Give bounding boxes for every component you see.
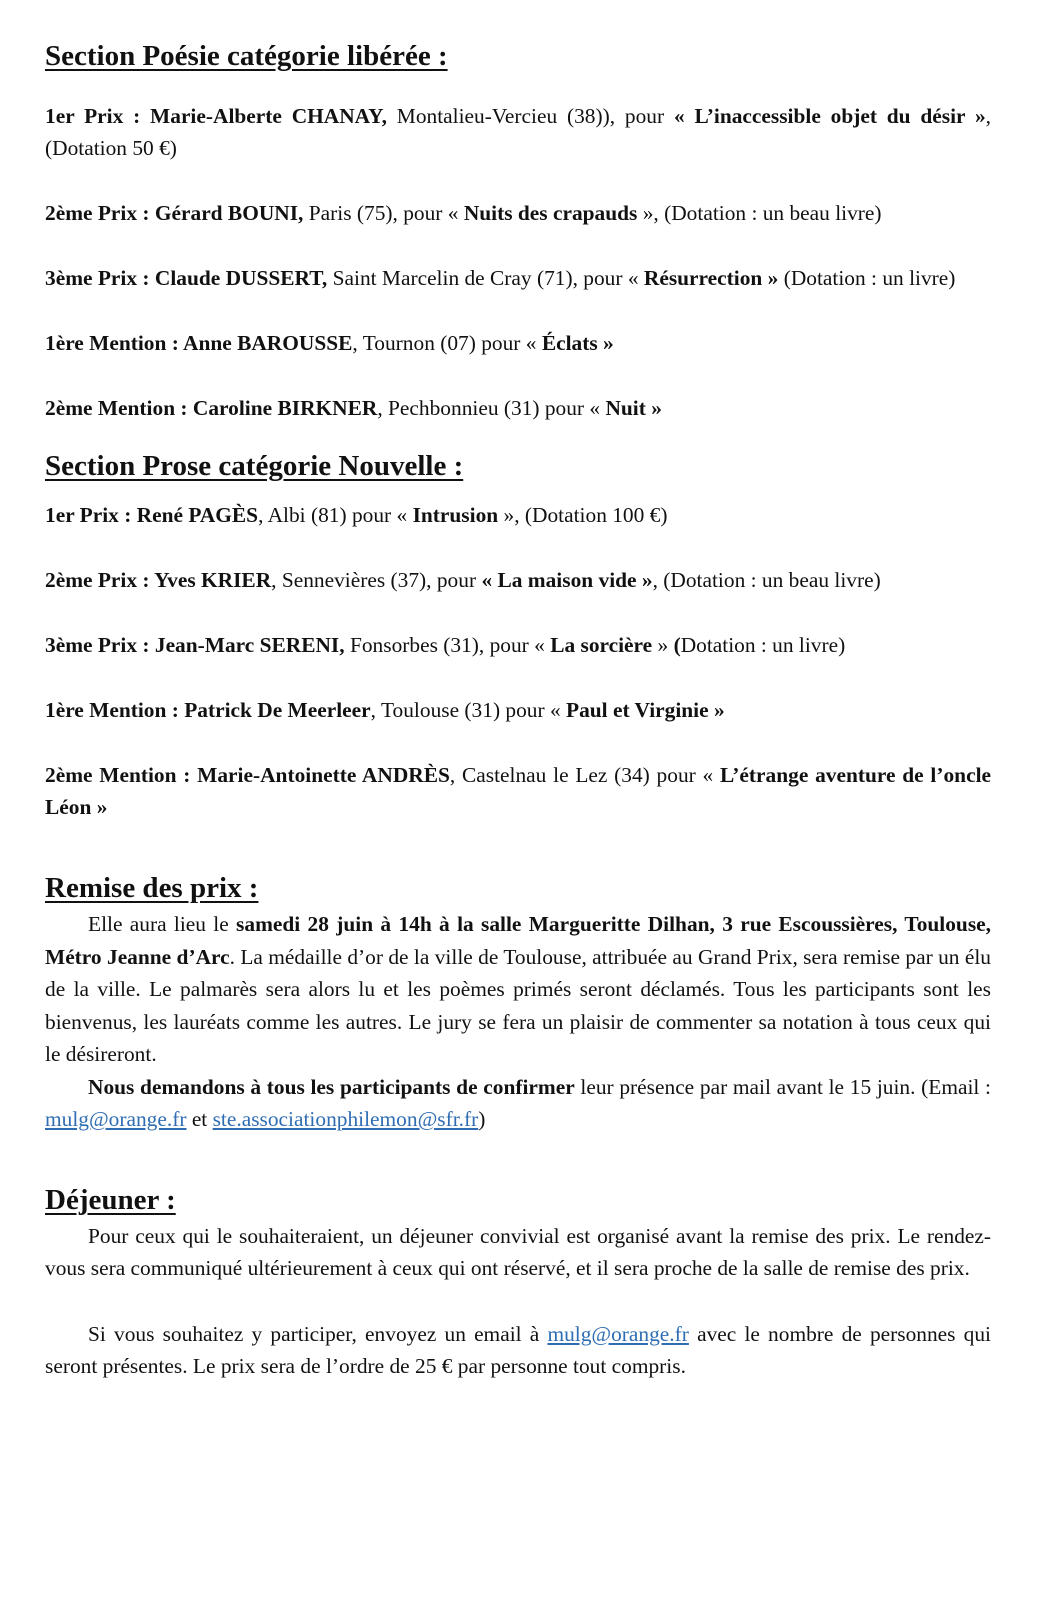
entry-title: « L’inaccessible objet du désir »: [673, 104, 986, 128]
entry-title: Éclats »: [541, 331, 614, 355]
entry-title: « La maison vide »: [481, 568, 653, 592]
prose-mention-2: [45, 759, 991, 823]
poesie-mention-2: [45, 392, 991, 424]
entry-rest: Dotation : un livre): [680, 633, 846, 657]
text: avec le nombre de personnes qui seront présentes. Le prix sera de l’ordre de 25 € par personne tout compris.: [45, 1321, 991, 1378]
entry-place: , Albi (81) pour «: [258, 503, 413, 527]
entry-place: , Sennevières (37), pour: [271, 568, 482, 592]
entry-rank: 1ère Mention : Patrick De Meerleer: [45, 698, 371, 722]
entry-title: Résurrection »: [643, 266, 779, 290]
entry-rest: », (Dotation : un beau livre): [637, 201, 882, 225]
dejeuner-paragraph-2: [45, 1318, 991, 1383]
entry-place: , Tournon (07) pour «: [352, 331, 542, 355]
entry-title: Intrusion: [412, 503, 499, 527]
entry-place: Saint Marcelin de Cray (71), pour «: [327, 266, 644, 290]
entry-paren: (: [673, 633, 681, 657]
section-prose-heading: Section Prose catégorie Nouvelle :: [45, 450, 464, 482]
entry-rank: 2ème Mention : Caroline BIRKNER: [45, 396, 378, 420]
text: Si vous souhaitez y participer, envoyez un email à: [88, 1321, 548, 1346]
event-details: samedi 28 juin à 14h à la salle Margueritte Dilhan, 3 rue Escoussières, Toulouse, Métro Jeanne d’Arc: [45, 912, 991, 969]
entry-rest: , (Dotation 50 €): [45, 104, 992, 160]
entry-place: Montalieu-Vercieu (38)), pour: [387, 104, 674, 128]
prose-mention-1: [45, 694, 991, 726]
entry-rest: , (Dotation : un beau livre): [652, 568, 881, 592]
document-page: [45, 36, 991, 1383]
poesie-prix-3: [45, 262, 991, 294]
remise-heading: Remise des prix :: [45, 872, 259, 904]
entry-rest: (Dotation : un livre): [778, 266, 956, 290]
poesie-prix-2: [45, 197, 991, 229]
entry-rank: 3ème Prix : Jean-Marc SERENI,: [45, 633, 345, 657]
entry-place: Fonsorbes (31), pour «: [344, 633, 551, 657]
entry-place: , Castelnau le Lez (34) pour «: [449, 763, 720, 787]
poesie-prix-1: [45, 100, 991, 164]
prose-prix-1: [45, 499, 991, 531]
entry-rest: »: [652, 633, 674, 657]
remise-paragraph-1: [45, 908, 991, 1071]
text: leur présence par mail avant le 15 juin. (Email :: [574, 1074, 991, 1099]
entry-title: L’étrange aventure de l’oncle Léon »: [45, 763, 992, 819]
entry-rank: 2ème Prix : Gérard BOUNI,: [45, 201, 304, 225]
prose-prix-3: [45, 629, 991, 661]
text: ): [478, 1107, 486, 1131]
remise-paragraph-2: [45, 1071, 991, 1136]
text: . La médaille d’or de la ville de Toulouse, attribuée au Grand Prix, sera remise par un élu de la ville. Le palmarès sera alors lu et les poèmes primés seront déclamés. Tous les participants sont les bienvenus, les lauréats comme les autres. Le jury se fera un plaisir de commenter sa notation à tous ceux qui le désireront.: [45, 944, 992, 1066]
entry-rank: 2ème Mention : Marie-Antoinette ANDRÈS: [45, 763, 450, 787]
confirm-request: Nous demandons à tous les participants de confirmer: [88, 1074, 575, 1099]
entry-rank: 1er Prix : René PAGÈS: [45, 503, 259, 527]
section-poesie-heading: Section Poésie catégorie libérée :: [45, 40, 448, 72]
text: Elle aura lieu le: [88, 912, 237, 936]
prose-prix-2: [45, 564, 991, 596]
entry-place: , Toulouse (31) pour «: [370, 698, 567, 722]
entry-place: Paris (75), pour «: [303, 201, 464, 225]
email-link-philemon[interactable]: ste.associationphilemon@sfr.fr: [212, 1107, 479, 1131]
entry-rest: », (Dotation 100 €): [498, 503, 668, 527]
email-link-mulg[interactable]: mulg@orange.fr: [45, 1107, 187, 1131]
entry-rank: 2ème Prix : Yves KRIER: [45, 568, 272, 592]
entry-rank: 3ème Prix : Claude DUSSERT,: [45, 266, 328, 290]
dejeuner-paragraph-1: Pour ceux qui le souhaiteraient, un déjeuner convivial est organisé avant la remise des prix. Le rendez-vous sera communiqué ultérieurement à ceux qui ont réservé, et il sera proche de la salle de remise des prix.: [45, 1223, 991, 1280]
entry-title: Nuits des crapauds: [463, 201, 638, 225]
email-link-mulg[interactable]: mulg@orange.fr: [547, 1321, 689, 1346]
entry-place: , Pechbonnieu (31) pour «: [377, 396, 606, 420]
entry-title: La sorcière: [550, 633, 653, 657]
entry-title: Nuit »: [605, 396, 662, 420]
dejeuner-heading: Déjeuner :: [45, 1183, 176, 1216]
text: et: [186, 1107, 213, 1131]
entry-rank: 1er Prix : Marie-Alberte CHANAY,: [45, 104, 387, 128]
entry-title: Paul et Virginie »: [566, 698, 725, 722]
poesie-mention-1: [45, 327, 991, 359]
entry-rank: 1ère Mention : Anne BAROUSSE: [45, 331, 353, 355]
